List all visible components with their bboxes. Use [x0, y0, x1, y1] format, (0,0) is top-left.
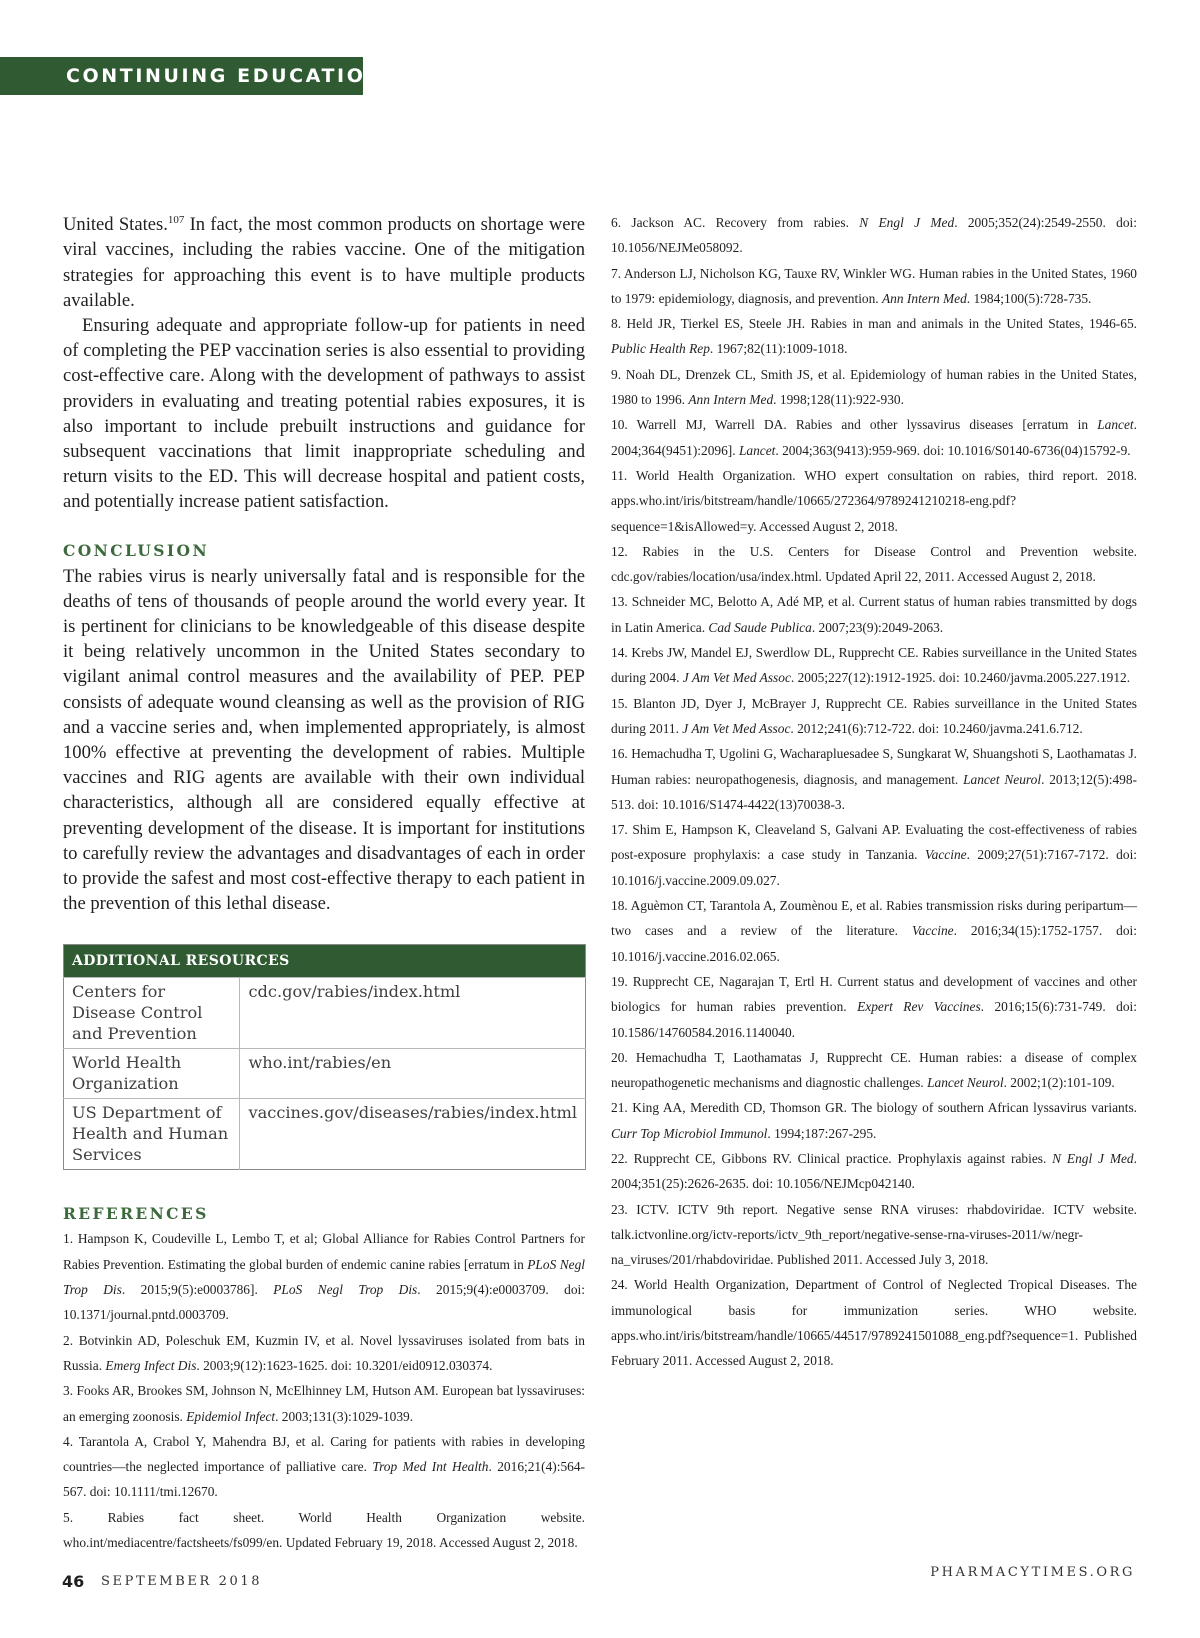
reference-text: . 1998;128(11):922-930. — [773, 392, 904, 408]
reference-text: 13. Schneider MC, Belotto A, Adé MP, et al. Current status of human rabies transmitted by dogs in Latin America. — [611, 594, 1137, 635]
journal-name: J Am Vet Med Assoc — [682, 670, 791, 686]
reference-text: . 2002;1(2):101-109. — [1003, 1075, 1115, 1091]
journal-name: J Am Vet Med Assoc — [682, 720, 791, 736]
journal-name: Lancet — [1097, 417, 1134, 433]
reference-item — [611, 1146, 1137, 1197]
journal-name: Emerg Infect Dis — [105, 1357, 197, 1373]
journal-name: N Engl J Med — [859, 215, 955, 230]
reference-item — [611, 362, 1137, 413]
conclusion-paragraph: The rabies virus is nearly universally fatal and is responsible for the deaths of tens of thousands of people around the world every year. It is pertinent for clinicians to be knowledgeable of this disease despite it being relatively uncommon in the United States secondary to vigilant animal control measures and the availability of PEP. PEP consists of adequate wound cleansing as well as the provision of RIG and a vaccine series and, when implemented appropriately, is almost 100% effective at preventing the development of rabies. Multiple vaccines and RIG agents are available with their own individual characteristics, although all are considered equally effective at preventing development of the disease. It is important for institutions to carefully review the advantages and disadvantages of each in order to provide the safest and most cost-effective therapy to each patient in the prevention of this lethal disease. — [63, 565, 585, 915]
reference-text: . 2012;241(6):712-722. doi: 10.2460/javma.241.6.712. — [790, 720, 1083, 736]
resource-link[interactable]: cdc.gov/rabies/index.html — [240, 978, 586, 1049]
reference-text: . 2015;9(4):e0003709. doi: 10.1371/journal.pntd.0003709. — [63, 1282, 586, 1323]
reference-item — [63, 1378, 585, 1429]
reference-text: 15. Blanton JD, Dyer J, McBrayer J, Rupprecht CE. Rabies surveillance in the United States during 2011. — [611, 695, 1137, 736]
reference-text: . 2015;9(5):e0003786]. — [121, 1282, 274, 1298]
reference-text: . 2004;364(9451):2096]. — [611, 417, 1137, 458]
reference-item — [63, 1429, 585, 1505]
reference-text: . 2009;27(51):7167-7172. doi: 10.1016/j.vaccine.2009.09.027. — [611, 847, 1138, 888]
journal-name: N Engl J Med — [1052, 1150, 1134, 1166]
additional-resources-table — [63, 944, 586, 1170]
reference-item — [611, 1197, 1137, 1273]
reference-text: . 2004;363(9413):959-969. doi: 10.1016/S0140-6736(04)15792-9. — [775, 442, 1131, 458]
resource-link[interactable]: vaccines.gov/diseases/rabies/index.html — [240, 1099, 586, 1170]
reference-text: . 2003;131(3):1029-1039. — [275, 1408, 414, 1424]
reference-text: 2. Botvinkin AD, Poleschuk EM, Kuzmin IV, et al. Novel lyssaviruses isolated from bats in Russia. — [63, 1332, 585, 1373]
reference-item — [611, 969, 1137, 1045]
reference-item — [611, 817, 1137, 893]
left-column — [63, 208, 585, 1555]
reference-item — [611, 261, 1137, 312]
conclusion-heading: CONCLUSION — [63, 540, 210, 560]
table-row — [64, 1099, 586, 1170]
journal-name: Trop Med Int Health — [372, 1459, 489, 1475]
reference-text: 3. Fooks AR, Brookes SM, Johnson N, McElhinney LM, Hutson AM. European bat lyssaviruses: an emerging zoonosis. — [63, 1383, 585, 1424]
resource-org: US Department of Health and Human Services — [64, 1099, 240, 1170]
journal-name: Expert Rev Vaccines — [857, 999, 981, 1015]
resource-link[interactable]: who.int/rabies/en — [240, 1049, 586, 1099]
reference-text: . 2013;12(5):498-513. doi: 10.1016/S1474-4422(13)70038-3. — [611, 771, 1138, 812]
table-row — [64, 978, 586, 1049]
reference-text: 24. World Health Organization, Department of Control of Neglected Tropical Diseases. The immunological basis for immunization series. WHO website. apps.who.int/iris/bitstream/handle/10665/44517/9789241501088_eng.pdf?sequence=1. Published February 2011. Accessed August 2, 2018. — [611, 1277, 1137, 1369]
reference-text: . 2016;34(15):1752-1757. doi: 10.1016/j.vaccine.2016.02.065. — [611, 923, 1137, 964]
reference-text: 19. Rupprecht CE, Nagarajan T, Ertl H. Current status and development of vaccines and other biologics for human rabies prevention. — [611, 973, 1137, 1015]
table-row — [64, 1049, 586, 1099]
resource-org: World Health Organization — [64, 1049, 240, 1099]
reference-item — [63, 1226, 585, 1327]
right-column — [611, 210, 1137, 1374]
reference-text: 16. Hemachudha T, Ugolini G, Wacharapluesadee S, Sungkarat W, Shuangshoti S, Laothamatas J. Human rabies: neuropathogenesis, diagnosis, and management. — [611, 746, 1137, 787]
section-banner: CONTINUING EDUCATION — [0, 57, 363, 95]
journal-name: Lancet Neurol — [927, 1075, 1004, 1091]
reference-text: 5. Rabies fact sheet. World Health Organization website. who.int/mediacentre/factsheets/fs099/en. Updated February 19, 2018. Accessed August 2, 2018. — [63, 1509, 585, 1551]
page-number: 46 — [62, 1572, 85, 1591]
reference-item — [611, 463, 1137, 539]
reference-text: . 2016;15(6):731-749. doi: 10.1586/14760584.2016.1140040. — [611, 999, 1137, 1040]
reference-text: . 2003;9(12):1623-1625. doi: 10.3201/eid0912.030374. — [196, 1357, 493, 1373]
issue-date: SEPTEMBER 2018 — [101, 1574, 263, 1589]
reference-text: 11. World Health Organization. WHO expert consultation on rabies, third report. 2018. apps.who.int/iris/bitstream/handle/10665/272364/9789241210218-eng.pdf?sequence=1&isAllowed=y. Accessed August 2, 2018. — [611, 467, 1137, 534]
reference-item — [611, 210, 1137, 261]
site-url[interactable]: PHARMACYTIMES.ORG — [930, 1565, 1135, 1580]
reference-text: 1. Hampson K, Coudeville L, Lembo T, et al; Global Alliance for Rabies Control Partners for Rabies Prevention. Estimating the global burden of endemic canine rabies [erratum in — [63, 1231, 585, 1272]
reference-item — [63, 1505, 585, 1556]
reference-text: 14. Krebs JW, Mandel EJ, Swerdlow DL, Rupprecht CE. Rabies surveillance in the United States during 2004. — [611, 645, 1137, 686]
reference-item — [611, 412, 1137, 463]
journal-name: Cad Saude Publica — [708, 619, 812, 635]
body-paragraph-1 — [63, 208, 585, 313]
para1-text-before: United States. — [63, 214, 168, 236]
reference-item — [611, 640, 1137, 691]
journal-name: Ann Intern Med — [882, 290, 967, 306]
para1-text-after: In fact, the most common products on shortage were viral vaccines, including the rabies vaccine. One of the mitigation strategies for approaching this event is to have multiple products available. — [63, 214, 585, 311]
reference-text: . 1994;187:267-295. — [767, 1125, 877, 1141]
reference-text: 22. Rupprecht CE, Gibbons RV. Clinical practice. Prophylaxis against rabies. — [611, 1150, 1053, 1166]
reference-item — [611, 1095, 1137, 1146]
references-list-left — [63, 1226, 585, 1555]
reference-text: . 2005;227(12):1912-1925. doi: 10.2460/javma.2005.227.1912. — [790, 670, 1131, 686]
reference-text: 10. Warrell MJ, Warrell DA. Rabies and other lyssavirus diseases [erratum in — [611, 417, 1098, 433]
reference-text: 8. Held JR, Tierkel ES, Steele JH. Rabies in man and animals in the United States, 1946-65. — [611, 316, 1137, 332]
reference-text: 12. Rabies in the U.S. Centers for Disease Control and Prevention website. cdc.gov/rabies/location/usa/index.html. Updated April 22, 2011. Accessed August 2, 2018. — [611, 543, 1137, 585]
resource-org: Centers for Disease Control and Prevention — [64, 978, 240, 1049]
body-paragraph-2: Ensuring adequate and appropriate follow-up for patients in need of completing the PEP vaccination series is also essential to providing cost-effective care. Along with the development of pathways to assist providers in evaluating and treating potential rabies exposures, it is also important to include prebuilt instructions and guidance for subsequent vaccinations that limit inappropriate scheduling and return visits to the ED. This will decrease hospital and patient costs, and potentially increase patient satisfaction. — [63, 315, 585, 513]
journal-name: Lancet — [738, 442, 776, 458]
reference-item — [611, 691, 1137, 742]
journal-name: PLoS Negl Trop Dis — [273, 1282, 418, 1298]
journal-name: Lancet Neurol — [963, 771, 1042, 787]
reference-item — [611, 589, 1137, 640]
reference-text: 17. Shim E, Hampson K, Cleaveland S, Galvani AP. Evaluating the cost-effectiveness of rabies post-exposure prophylaxis: a case study in Tanzania. — [611, 822, 1137, 863]
journal-name: Public Health Rep — [611, 341, 710, 357]
references-list-right — [611, 210, 1137, 1374]
journal-name: Vaccine — [911, 923, 954, 939]
reference-text: 23. ICTV. ICTV 9th report. Negative sense RNA viruses: rhabdoviridae. ICTV website. talk.ictvonline.org/ictv-reports/ictv_9th_report/negative-sense-rna-viruses-2011/w/negr-na_viruses/201/rhabdoviridae. Published 2011. Accessed July 3, 2018. — [611, 1201, 1137, 1268]
reference-text: 18. Aguèmon CT, Tarantola A, Zoumènou E, et al. Rabies transmission risks during peripartum—two cases and a review of the literature. — [611, 898, 1137, 939]
reference-item — [611, 741, 1137, 817]
reference-text: 20. Hemachudha T, Laothamatas J, Rupprecht CE. Human rabies: a disease of complex neuropathogenetic mechanisms and diagnostic challenges. — [611, 1049, 1137, 1091]
references-heading: REFERENCES — [63, 1204, 209, 1224]
journal-name: PLoS Negl Trop Dis — [63, 1256, 586, 1298]
reference-item — [611, 1045, 1137, 1096]
journal-name: Curr Top Microbiol Immunol — [611, 1125, 768, 1141]
journal-name: Epidemiol Infect — [186, 1408, 276, 1424]
reference-item — [63, 1328, 585, 1379]
reference-text: 6. Jackson AC. Recovery from rabies. — [611, 215, 860, 230]
reference-text: 4. Tarantola A, Crabol Y, Mahendra BJ, et al. Caring for patients with rabies in developing countries—the neglected importance of palliative care. — [63, 1433, 585, 1475]
reference-text: . 2005;352(24):2549-2550. doi: 10.1056/NEJMe058092. — [611, 215, 1137, 256]
resources-table-title: ADDITIONAL RESOURCES — [64, 945, 586, 978]
journal-name: Ann Intern Med — [688, 392, 774, 408]
reference-text: . 2016;21(4):564-567. doi: 10.1111/tmi.12670. — [63, 1459, 585, 1500]
reference-item — [611, 539, 1137, 590]
reference-text: . 2004;351(25):2626-2635. doi: 10.1056/NEJMcp042140. — [611, 1150, 1137, 1192]
reference-text: 9. Noah DL, Drenzek CL, Smith JS, et al. Epidemiology of human rabies in the United States, 1980 to 1996. — [611, 366, 1137, 408]
citation-superscript: 107 — [167, 214, 185, 226]
reference-item — [611, 1272, 1137, 1373]
reference-text: . 1967;82(11):1009-1018. — [709, 341, 848, 357]
reference-text: . 1984;100(5):728-735. — [966, 290, 1092, 306]
reference-item — [611, 311, 1137, 362]
reference-text: 21. King AA, Meredith CD, Thomson GR. The biology of southern African lyssavirus variants. — [611, 1100, 1137, 1116]
reference-text: 7. Anderson LJ, Nicholson KG, Tauxe RV, Winkler WG. Human rabies in the United States, 1960 to 1979: epidemiology, diagnosis, and prevention. — [611, 265, 1137, 306]
journal-name: Vaccine — [924, 847, 967, 863]
reference-text: . 2007;23(9):2049-2063. — [811, 619, 944, 635]
reference-item — [611, 893, 1137, 969]
